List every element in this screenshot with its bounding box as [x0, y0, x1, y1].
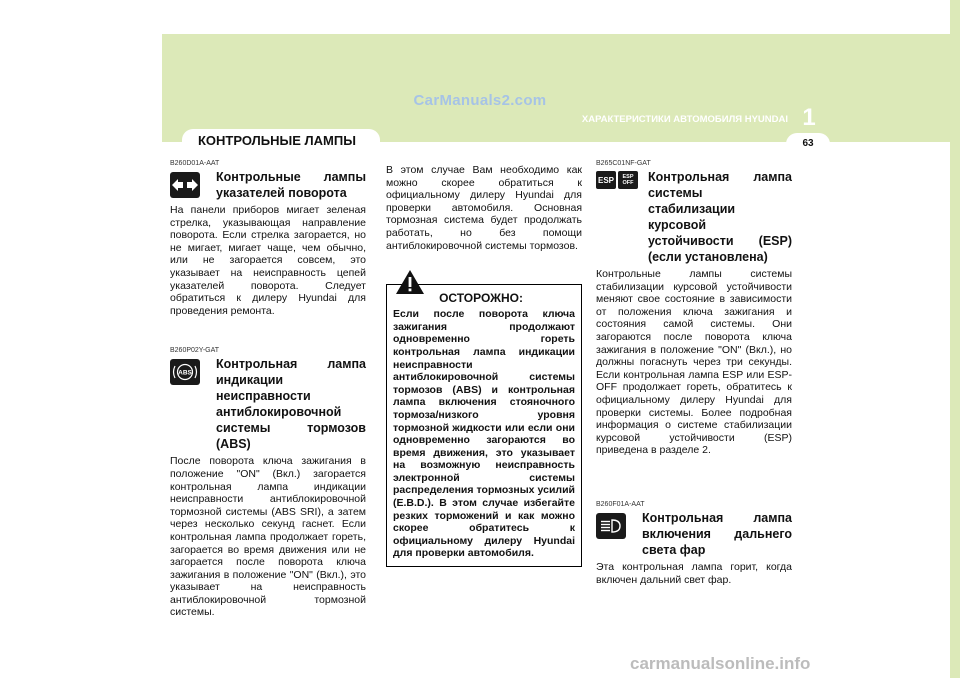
item-heading [170, 356, 366, 452]
watermark-top[interactable]: CarManuals2.com [413, 92, 547, 109]
item-code: B260P02Y-GAT [170, 347, 220, 355]
esp-badge: ESP [596, 171, 616, 189]
turn-signal-arrows-icon [170, 172, 200, 198]
item-body: Контрольные лампы системы стабилизации курсовой устойчивости меняют свое состояние в зависимости от положения ключа зажигания и состояния самой системы. Они загораются после поворота ключа зажигания в положение "ON" (Вкл.), но должны погаснуть через три секунды. Если контрольная лампа ESP или ESP-OFF продолжает гореть, обратитесь к официальному дилеру Hyundai для проверки системы. Более подробная информация о системе стабилизации курсовой устойчивости (ESP) приведена в разделе 2. [596, 268, 792, 457]
right-edge-strip [950, 0, 960, 678]
warning-box [386, 284, 582, 567]
column-3 [596, 160, 792, 586]
item-body: Эта контрольная лампа горит, когда включен дальний свет фар. [596, 560, 792, 586]
watermark-bottom[interactable]: carmanualsonline.info [630, 654, 811, 673]
item-title: Контрольная лампа индикации неисправности антиблокировочной системы тормозов (ABS) [216, 357, 366, 452]
warning-text: Если после поворота ключа зажигания продолжают одновременно гореть контрольная лампа индикации неисправности антиблокировочной системы тормозов (ABS) и контрольная лампа включения стояночного тормоза/низкого уровня тормозной жидкости или если они одновременно загораются во время движения, это указывает на возможную неисправность электронной системы распределения тормозных усилий (E.B.D.). В этом случае избегайте резких торможений и как можно скорее обратитесь к официальному дилеру Hyundai для проверки автомобиля. [393, 308, 575, 560]
esp-icon [596, 171, 640, 189]
warning-title: ОСТОРОЖНО: [439, 291, 523, 306]
continued-text: В этом случае Вам необходимо как можно скорее обратиться к официальному дилеру Hyundai для проверки автомобиля. Основная тормозная система будет продолжать работать, но без помощи антиблокировочной системы тормозов. [386, 164, 582, 252]
abs-icon [170, 359, 200, 385]
column-2 [386, 160, 582, 567]
page-number: 63 [786, 133, 830, 155]
chapter-title: ХАРАКТЕРИСТИКИ АВТОМОБИЛЯ HYUNDAI [581, 114, 788, 125]
item-heading [170, 169, 366, 201]
column-1 [170, 160, 366, 619]
esp-off-badge [618, 171, 638, 189]
header-band [162, 34, 954, 142]
warning-triangle-icon [395, 269, 425, 300]
item-body: На панели приборов мигает зеленая стрелка, указывающая направление поворота. Если стрелка загорается, но не мигает, мигает чаще, чем обычно, или не загорается совсем, это указывает на неисправность цепей указателей поворота. Следует обратиться к дилеру Hyundai для проведения ремонта. [170, 204, 366, 317]
item-heading [596, 510, 792, 558]
esp-off-top: ESP [622, 174, 634, 180]
item-title: Контрольная лампа включения дальнего света фар [642, 510, 792, 557]
item-title: Контрольные лампы указателей поворота [216, 170, 366, 200]
item-heading [596, 169, 792, 265]
high-beam-icon [596, 513, 626, 539]
esp-off-bottom: OFF [622, 180, 634, 186]
item-title: Контрольная лампа системы стабилизации курсовой устойчивости (ESP) (если установлена) [648, 170, 792, 264]
item-code: B260D01A-AAT [170, 160, 220, 167]
item-code: B265C01NF-GAT [596, 160, 651, 167]
section-title: КОНТРОЛЬНЫЕ ЛАМПЫ [182, 129, 380, 151]
item-body: После поворота ключа зажигания в положение "ON" (Вкл.) загорается контрольная лампа индикации неисправности антиблокировочной тормозной системы (ABS SRI), а затем через несколько секунд гаснет. Если контрольная лампа продолжает гореть, загорается во время движения или не загорается после поворота ключа зажигания в положение "ON" (Вкл.), это указывает на неисправность антиблокировочной тормозной системы. [170, 455, 366, 619]
item-code: B260F01A-AAT [596, 500, 645, 508]
abs-icon-label: ABS [178, 369, 192, 377]
chapter-number: 1 [802, 104, 816, 131]
